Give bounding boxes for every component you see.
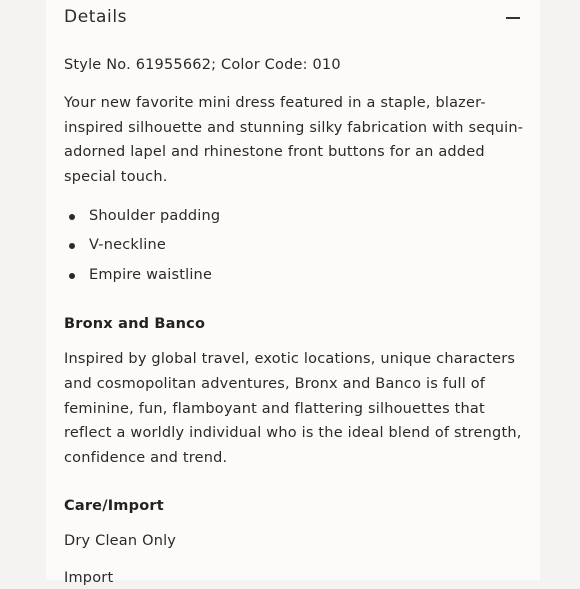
list-item: [64, 202, 526, 232]
bullet-icon: [69, 243, 75, 249]
details-title: Details: [64, 7, 128, 27]
feature-label: Empire waistline: [89, 266, 213, 283]
brand-title: Bronx and Banco: [64, 316, 206, 333]
bullet-icon: [69, 273, 75, 279]
care-instruction: Dry Clean Only: [64, 532, 177, 549]
style-number: Style No. 61955662; Color Code: 010: [64, 57, 341, 73]
brand-description: Inspired by global travel, exotic locations, unique characters and cosmopolitan adventures, Bronx and Banco is full of feminine, fun, flamboyant and flattering silhouettes that reflect a worldly individual who is the ideal blend of strength, confidence and trend.: [64, 351, 522, 467]
minus-icon[interactable]: [506, 10, 520, 24]
details-accordion-header[interactable]: [64, 3, 522, 31]
import-note: Import: [64, 569, 114, 586]
feature-list: [64, 202, 526, 291]
feature-label: Shoulder padding: [89, 207, 221, 224]
list-item: [64, 231, 526, 261]
details-panel: [46, 0, 540, 586]
feature-label: V-neckline: [89, 237, 166, 254]
bullet-icon: [69, 214, 75, 220]
details-content: [64, 54, 526, 589]
care-title: Care/Import: [64, 497, 164, 514]
product-description: Your new favorite mini dress featured in a staple, blazer-inspired silhouette and stunning silky fabrication with sequin-adorned lapel and rhinestone front buttons for an added special touch.: [64, 95, 524, 186]
list-item: [64, 261, 526, 291]
